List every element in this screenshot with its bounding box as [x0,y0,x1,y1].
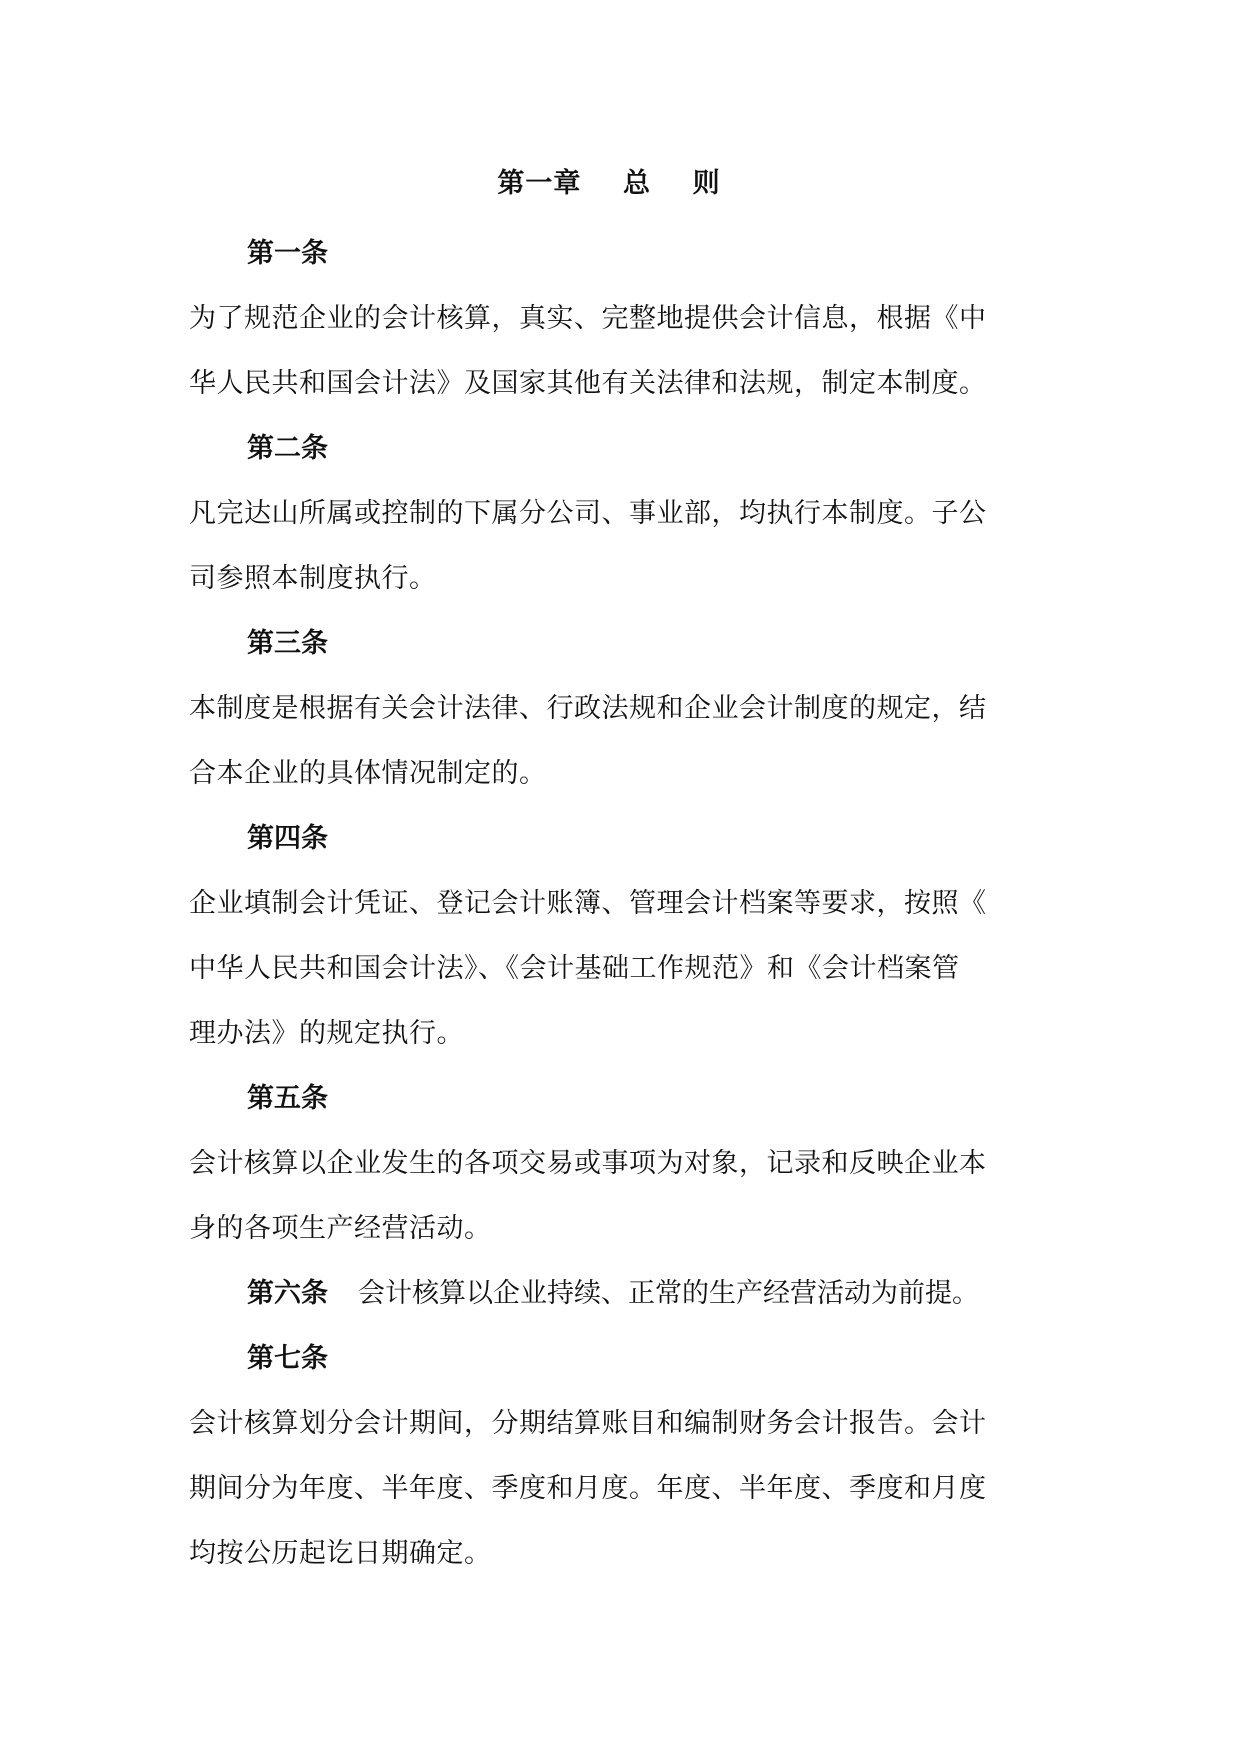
article-heading: 第一条 [247,238,328,269]
article-body [189,676,1029,806]
article-line: 合本企业的具体情况制定的。 [189,758,547,789]
article-line: 华人民共和国会计法》及国家其他有关法律和法规，制定本制度。 [189,368,987,399]
article-line: 中华人民共和国会计法》、《会计基础工作规范》和《会计档案管 [189,953,960,984]
article-line: 均按公历起讫日期确定。 [189,1538,492,1569]
article-6 [189,1261,1029,1326]
article-body [189,1131,1029,1261]
article-heading: 第四条 [247,823,328,854]
article-heading-inline [189,1261,1029,1326]
article-body [189,481,1029,611]
article-line: 司参照本制度执行。 [189,563,437,594]
document-content [189,155,1029,1586]
article-line: 期间分为年度、半年度、季度和月度。年度、半年度、季度和月度 [189,1473,987,1504]
article-line: 企业填制会计凭证、登记会计账簿、管理会计档案等要求，按照《 [189,888,987,919]
article-4 [189,806,1029,1066]
chapter-title: 第一章 总 则 [497,168,721,199]
article-1 [189,221,1029,416]
article-line: 凡完达山所属或控制的下属分公司、事业部，均执行本制度。子公 [189,498,987,529]
article-inline-text: 会计核算以企业持续、正常的生产经营活动为前提。 [358,1278,979,1309]
article-2 [189,416,1029,611]
article-heading: 第三条 [247,628,328,659]
article-line: 会计核算以企业发生的各项交易或事项为对象，记录和反映企业本 [189,1148,987,1179]
article-5 [189,1066,1029,1261]
article-heading: 第五条 [247,1083,328,1114]
article-line: 本制度是根据有关会计法律、行政法规和企业会计制度的规定，结 [189,693,987,724]
article-heading: 第七条 [247,1343,328,1374]
article-body [189,286,1029,416]
article-heading-label: 第六条 [247,1278,328,1309]
article-line: 身的各项生产经营活动。 [189,1213,492,1244]
article-line: 会计核算划分会计期间，分期结算账目和编制财务会计报告。会计 [189,1408,987,1439]
article-line: 理办法》的规定执行。 [189,1018,464,1049]
article-heading: 第二条 [247,433,328,464]
article-line: 为了规范企业的会计核算，真实、完整地提供会计信息，根据《中 [189,303,987,334]
article-body [189,1391,1029,1586]
article-7 [189,1326,1029,1586]
article-body [189,871,1029,1066]
article-3 [189,611,1029,806]
